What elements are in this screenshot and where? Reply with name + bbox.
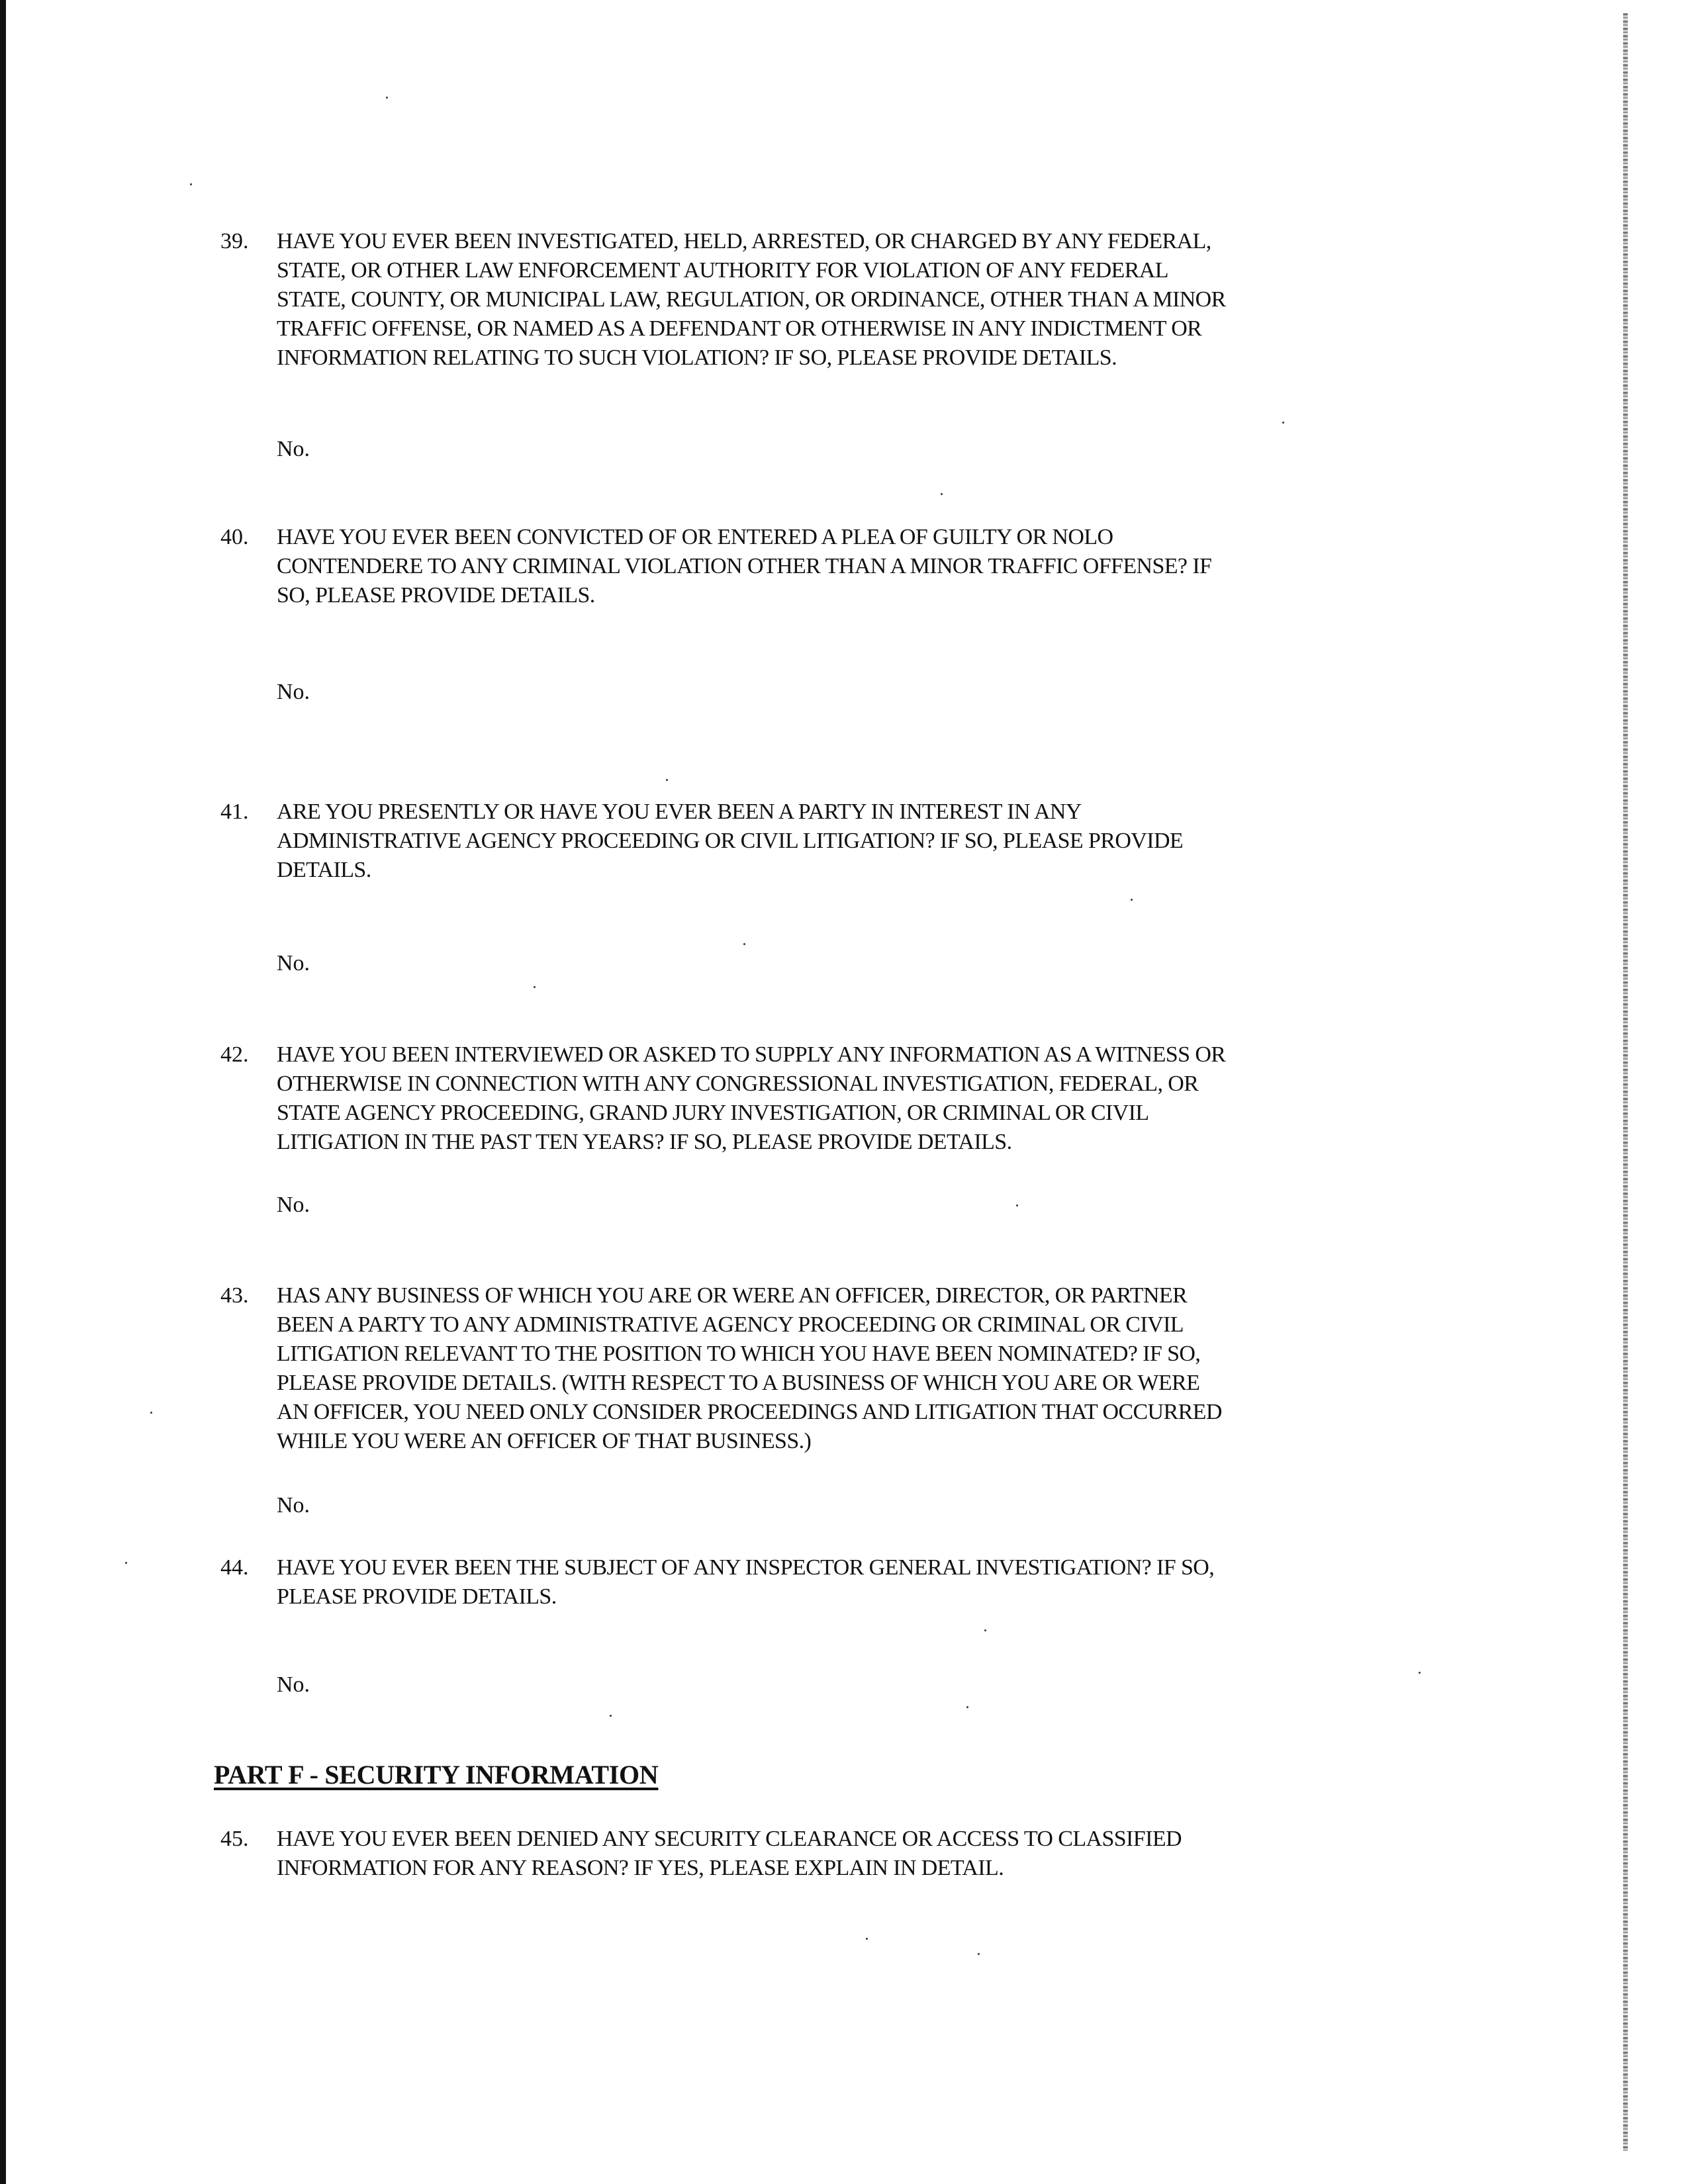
question-number: 43. [220, 1283, 249, 1308]
question-number: 39. [220, 229, 249, 253]
question-number: 45. [220, 1827, 249, 1851]
question-text-line: ARE YOU PRESENTLY OR HAVE YOU EVER BEEN A PARTY IN INTEREST IN ANY [277, 799, 1082, 824]
question-number: 40. [220, 525, 249, 549]
question-text-line: LITIGATION IN THE PAST TEN YEARS? IF SO, PLEASE PROVIDE DETAILS. [277, 1130, 1012, 1154]
scan-speck [190, 183, 192, 185]
question-41 [220, 797, 1478, 885]
scan-right-edge [1623, 13, 1628, 2151]
scan-speck [1282, 422, 1284, 424]
question-45 [220, 1825, 1478, 1883]
question-text-line: HAVE YOU EVER BEEN INVESTIGATED, HELD, ARRESTED, OR CHARGED BY ANY FEDERAL, [277, 229, 1211, 253]
answer-39: No. [277, 437, 310, 461]
question-text-line: STATE, OR OTHER LAW ENFORCEMENT AUTHORITY FOR VIOLATION OF ANY FEDERAL [277, 258, 1168, 283]
question-text-line: LITIGATION RELEVANT TO THE POSITION TO WHICH YOU HAVE BEEN NOMINATED? IF SO, [277, 1342, 1201, 1366]
answer-41: No. [277, 951, 310, 976]
scan-speck [1016, 1205, 1018, 1206]
question-text-line: TRAFFIC OFFENSE, OR NAMED AS A DEFENDANT OR OTHERWISE IN ANY INDICTMENT OR [277, 316, 1202, 341]
scan-speck [1131, 899, 1133, 901]
question-43 [220, 1281, 1478, 1456]
question-text-line: PLEASE PROVIDE DETAILS. [277, 1584, 557, 1609]
question-text-line: OTHERWISE IN CONNECTION WITH ANY CONGRESSIONAL INVESTIGATION, FEDERAL, OR [277, 1071, 1199, 1096]
question-text-line: SO, PLEASE PROVIDE DETAILS. [277, 583, 595, 608]
question-40 [220, 523, 1478, 610]
question-text-line: INFORMATION RELATING TO SUCH VIOLATION? IF SO, PLEASE PROVIDE DETAILS. [277, 345, 1117, 370]
question-42 [220, 1040, 1478, 1157]
answer-43: No. [277, 1493, 310, 1518]
scan-speck [610, 1715, 612, 1717]
scan-speck [1419, 1672, 1421, 1674]
question-text-line: ADMINISTRATIVE AGENCY PROCEEDING OR CIVIL LITIGATION? IF SO, PLEASE PROVIDE [277, 829, 1184, 853]
question-number: 41. [220, 799, 249, 824]
scan-speck [941, 493, 943, 495]
question-text-line: HAVE YOU BEEN INTERVIEWED OR ASKED TO SUPPLY ANY INFORMATION AS A WITNESS OR [277, 1042, 1226, 1067]
question-text-line: HAVE YOU EVER BEEN CONVICTED OF OR ENTERED A PLEA OF GUILTY OR NOLO [277, 525, 1113, 549]
scan-speck [666, 779, 668, 781]
question-text-line: HAVE YOU EVER BEEN THE SUBJECT OF ANY INSPECTOR GENERAL INVESTIGATION? IF SO, [277, 1555, 1215, 1580]
question-text-line: AN OFFICER, YOU NEED ONLY CONSIDER PROCEEDINGS AND LITIGATION THAT OCCURRED [277, 1400, 1222, 1424]
question-text-line: HAS ANY BUSINESS OF WHICH YOU ARE OR WERE AN OFFICER, DIRECTOR, OR PARTNER [277, 1283, 1188, 1308]
section-heading: PART F - SECURITY INFORMATION [214, 1760, 659, 1790]
question-text-line: STATE AGENCY PROCEEDING, GRAND JURY INVESTIGATION, OR CRIMINAL OR CIVIL [277, 1101, 1149, 1125]
answer-42: No. [277, 1193, 310, 1217]
scan-speck [966, 1706, 968, 1708]
scan-speck [978, 1953, 980, 1955]
scan-speck [125, 1562, 127, 1564]
question-text-line: CONTENDERE TO ANY CRIMINAL VIOLATION OTHER THAN A MINOR TRAFFIC OFFENSE? IF [277, 554, 1212, 578]
question-number: 42. [220, 1042, 249, 1067]
scan-speck [150, 1412, 152, 1414]
question-39 [220, 227, 1478, 373]
question-text-line: BEEN A PARTY TO ANY ADMINISTRATIVE AGENCY PROCEEDING OR CRIMINAL OR CIVIL [277, 1312, 1184, 1337]
question-text-line: PLEASE PROVIDE DETAILS. (WITH RESPECT TO A BUSINESS OF WHICH YOU ARE OR WERE [277, 1371, 1200, 1395]
question-text-line: DETAILS. [277, 858, 371, 882]
question-number: 44. [220, 1555, 249, 1580]
answer-40: No. [277, 680, 310, 704]
answer-44: No. [277, 1672, 310, 1697]
question-text-line: STATE, COUNTY, OR MUNICIPAL LAW, REGULATION, OR ORDINANCE, OTHER THAN A MINOR [277, 287, 1226, 312]
scan-speck [386, 97, 388, 99]
scan-left-edge [0, 0, 6, 2184]
question-text-line: HAVE YOU EVER BEEN DENIED ANY SECURITY CLEARANCE OR ACCESS TO CLASSIFIED [277, 1827, 1182, 1851]
question-text-line: INFORMATION FOR ANY REASON? IF YES, PLEASE EXPLAIN IN DETAIL. [277, 1856, 1004, 1880]
scan-speck [743, 943, 745, 945]
question-44 [220, 1553, 1478, 1612]
question-text-line: WHILE YOU WERE AN OFFICER OF THAT BUSINESS.) [277, 1429, 812, 1453]
scan-speck [984, 1629, 986, 1631]
scan-speck [866, 1938, 868, 1940]
scan-speck [534, 986, 536, 988]
